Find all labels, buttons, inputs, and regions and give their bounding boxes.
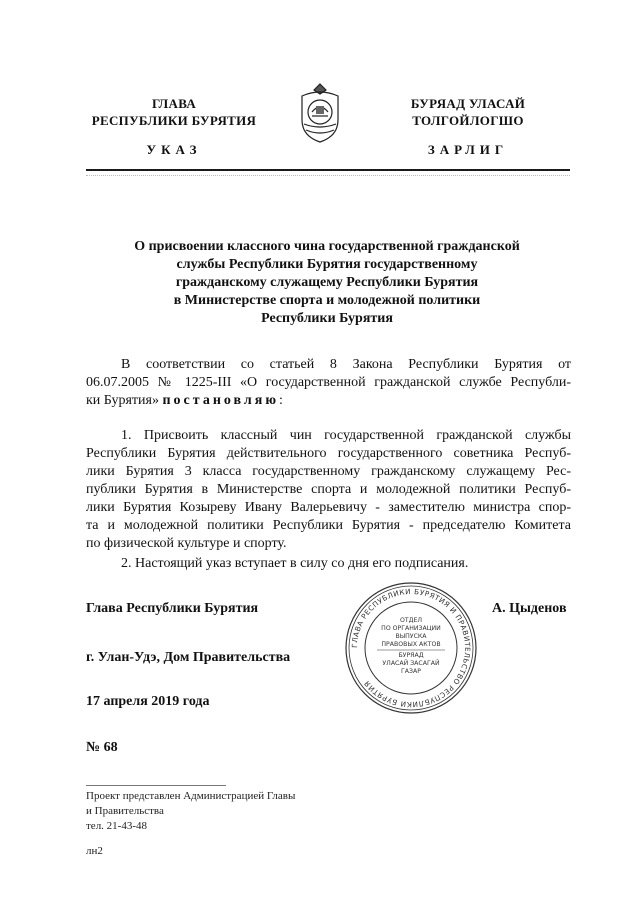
preamble-colon: : <box>279 393 283 408</box>
header-left-line2: РЕСПУБЛИКИ БУРЯТИЯ <box>91 113 257 128</box>
item1-line: лики Бурятия 3 класса государственному гражданскому служащему Рес- <box>86 464 571 479</box>
item1-line: публики Бурятия в Министерстве спорта и молодежной политики Респуб- <box>86 482 571 497</box>
title-line: в Министерстве спорта и молодежной политики <box>173 293 481 308</box>
seal-center-line: ГАЗАР <box>401 668 421 675</box>
decree-number: № 68 <box>86 740 118 755</box>
official-seal-icon <box>343 580 479 716</box>
decree-item-2 <box>86 555 571 573</box>
seal-center-line: БУРЯАД <box>398 652 424 659</box>
title-line: Республики Бурятия <box>261 311 393 326</box>
title-line: гражданскому служащему Республики Бурятия <box>175 275 479 290</box>
decree-keyword: постановляю <box>162 393 280 408</box>
header-left <box>74 95 274 129</box>
preamble-line-final <box>86 392 571 410</box>
item1-line: 1. Присвоить классный чин государственной гражданской службы <box>121 428 571 443</box>
title-line: О присвоении классного чина государственной гражданской <box>134 239 520 254</box>
footer-line: и Правительства <box>86 805 164 817</box>
preamble-line3-text: ки Бурятия» <box>86 393 159 408</box>
decree-label-left: УКАЗ <box>146 142 202 157</box>
header-left-line1: ГЛАВА <box>151 96 197 111</box>
header-right-line2: ТОЛГОЙЛОГШО <box>412 113 524 128</box>
issue-place: г. Улан-Удэ, Дом Правительства <box>86 650 291 665</box>
header-dotted-divider <box>86 175 570 176</box>
preamble-line: 06.07.2005 № 1225-III «О государственной гражданской службе Республи- <box>86 375 571 390</box>
footer-divider <box>86 785 226 786</box>
footer-line: Проект представлен Администрацией Главы <box>86 790 296 802</box>
decree-item-1 <box>86 427 571 553</box>
footer-note <box>86 789 295 859</box>
header-divider <box>86 169 570 171</box>
item2-line: 2. Настоящий указ вступает в силу со дня его подписания. <box>121 556 469 571</box>
coat-of-arms-icon <box>290 80 350 146</box>
seal-center-line: ПРАВОВЫХ АКТОВ <box>381 641 441 648</box>
preamble-line: В соответствии со статьей 8 Закона Республики Бурятия от <box>121 357 571 372</box>
footer-line: лн2 <box>86 845 103 857</box>
seal-ring-text: ГЛАВА РЕСПУБЛИКИ БУРЯТИЯ И ПРАВИТЕЛЬСТВО РЕСПУБЛИКИ БУРЯТИЯ <box>349 586 473 710</box>
item1-line: Республики Бурятия действительного государственного советника Респуб- <box>86 446 571 461</box>
seal-center-line: ВЫПУСКА <box>395 633 427 640</box>
seal-center-line: ОТДЕЛ <box>399 617 423 624</box>
header-right <box>380 95 556 129</box>
item1-line: та и молодежной политики Республики Бурятия - председателю Комитета <box>86 518 571 533</box>
header-right-line1: БУРЯАД УЛАСАЙ <box>410 96 526 111</box>
item1-line: по физической культуре и спорту. <box>86 536 287 551</box>
signatory-name: А. Цыденов <box>492 601 567 616</box>
item1-line: лики Бурятия Козыреву Ивану Валерьевичу - заместителю министра спор- <box>86 500 571 515</box>
footer-line: тел. 21-43-48 <box>86 820 148 832</box>
preamble-paragraph <box>86 356 571 410</box>
decree-label-right: ЗАРЛИГ <box>427 142 509 157</box>
document-title <box>96 238 558 328</box>
seal-center-line: ПО ОРГАНИЗАЦИИ <box>381 625 441 632</box>
signatory-position: Глава Республики Бурятия <box>86 601 259 616</box>
seal-center-line: УЛАСАЙ ЗАСАГАЙ <box>382 660 440 667</box>
issue-date: 17 апреля 2019 года <box>86 694 210 709</box>
title-line: службы Республики Бурятия государственному <box>176 257 478 272</box>
